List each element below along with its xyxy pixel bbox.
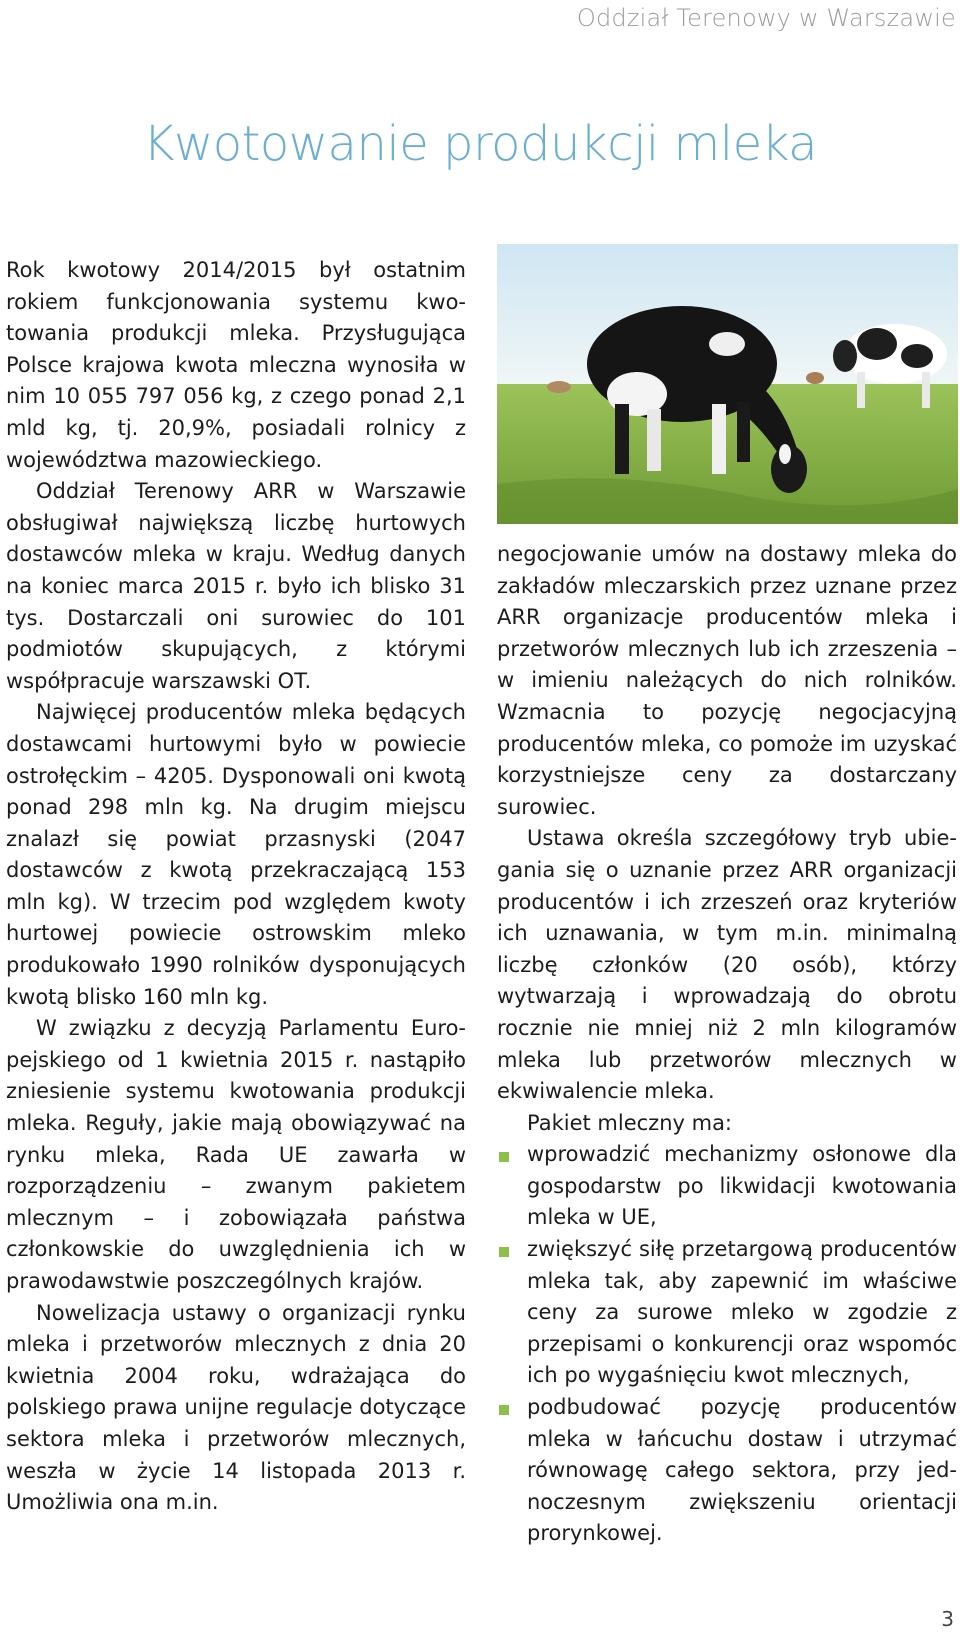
page-number: 3 [941,1607,954,1631]
paragraph: Oddział Terenowy ARR w Warszawie obsługiwał największą liczbę hurtowych dostawców mleka w kraju. Według danych na koniec marca 2015 r. było ich blisko 31 tys. Dostarczali oni surowiec do 101 podmiotów skupujących, z którymi współpracuje warszawski OT. [6,479,466,693]
right-column [497,539,957,1550]
list-intro: Pakiet mleczny ma: [527,1110,733,1135]
list-item [497,1234,957,1392]
list-item-text: podbudować pozycję producentów mleka w łańcuchu dostaw i utrzymać równowagę całego sektora, przy jednoczesnym zwiększeniu orientacji prorynkowej. [527,1395,957,1546]
left-column [6,255,466,1519]
list-item [497,1139,957,1234]
square-bullet-icon [499,1152,509,1162]
paragraph-continuation: negocjowanie umów na dostawy mleka do zakładów mleczarskich przez uznane przez ARR organizacje producentów mleka i przetworów mlecznych lub ich zrzeszenia – w imieniu należących do nich rolników. Wzmacnia to pozycję negocjacyjną producentów mleka, co pomoże im uzyskać korzystniejsze ceny za dostarczany surowiec. [497,542,957,819]
paragraph: Rok kwotowy 2014/2015 był ostatnim rokiem funkcjonowania systemu kwotowania produkcji mleka. Przysługująca Polsce krajowa kwota mleczna wynosiła w nim 10 055 797 056 kg, z czego ponad 2,1 mld kg, tj. 20,9%, posiadali rolnicy z województwa mazowieckiego. [6,258,466,472]
cows-photo [497,244,958,524]
paragraph: Nowelizacja ustawy o organizacji rynku mleka i przetworów mlecznych z dnia 20 kwietnia 2004 roku, wdrażająca do polskiego prawa unijne regulacje dotyczące sektora mleka i przetworów mlecznych, weszła w życie 14 listopada 2013 r. Umożliwia ona m.in. [6,1300,466,1515]
running-header: Oddział Terenowy w Warszawie [576,4,956,32]
paragraph: W związku z decyzją Parlamentu Europejskiego od 1 kwietnia 2015 r. nastąpiło zniesienie systemu kwotowania produkcji mleka. Reguły, jakie mają obowiązywać na rynku mleka, Rada UE zawarła w rozporządzeniu – zwanym pakietem mlecznym – i zobowiązała państwa członkowskie do uwzględnienia ich w prawodawstwie poszczególnych krajów. [6,1016,466,1293]
page-title: Kwotowanie produkcji mleka [142,116,818,172]
list-item-text: zwiększyć siłę przetargową producentów mleka tak, aby zapewnić im właściwe ceny za surowe mleko w zgodzie z przepisami o konkurencji oraz wspomóc ich po wygaśnięciu kwot mlecznych, [527,1237,957,1388]
cows-photo-image [497,244,958,524]
square-bullet-icon [499,1247,509,1257]
bullet-list [497,1139,957,1550]
list-item [497,1392,957,1550]
paragraph: Ustawa określa szczegółowy tryb ubiegania się o uznanie przez ARR organizacji producentów i ich zrzeszeń oraz kryteriów ich uznawania, w tym m.in. minimalną liczbę członków (20 osób), którzy wytwarzają i wprowadzają do obrotu rocznie nie mniej niż 2 mln kilogramów mleka lub przetworów mlecznych w ekwiwalencie mleka. [497,826,957,1104]
list-item-text: wprowadzić mechanizmy osłonowe dla gospodarstw po likwidacji kwotowania mleka w UE, [527,1142,957,1230]
square-bullet-icon [499,1405,509,1415]
paragraph: Najwięcej producentów mleka będących dostawcami hurtowymi było w powiecie ostrołęckim – 4205. Dysponowali oni kwotą ponad 298 mln kg. Na drugim miejscu znalazł się powiat przasnyski (2047 dostawców z kwotą przekraczającą 153 mln kg). W trzecim pod względem kwoty hurtowej powiecie ostrowskim mleko produkowało 1990 rolników dysponujących kwotą blisko 160 mln kg. [6,700,466,1009]
